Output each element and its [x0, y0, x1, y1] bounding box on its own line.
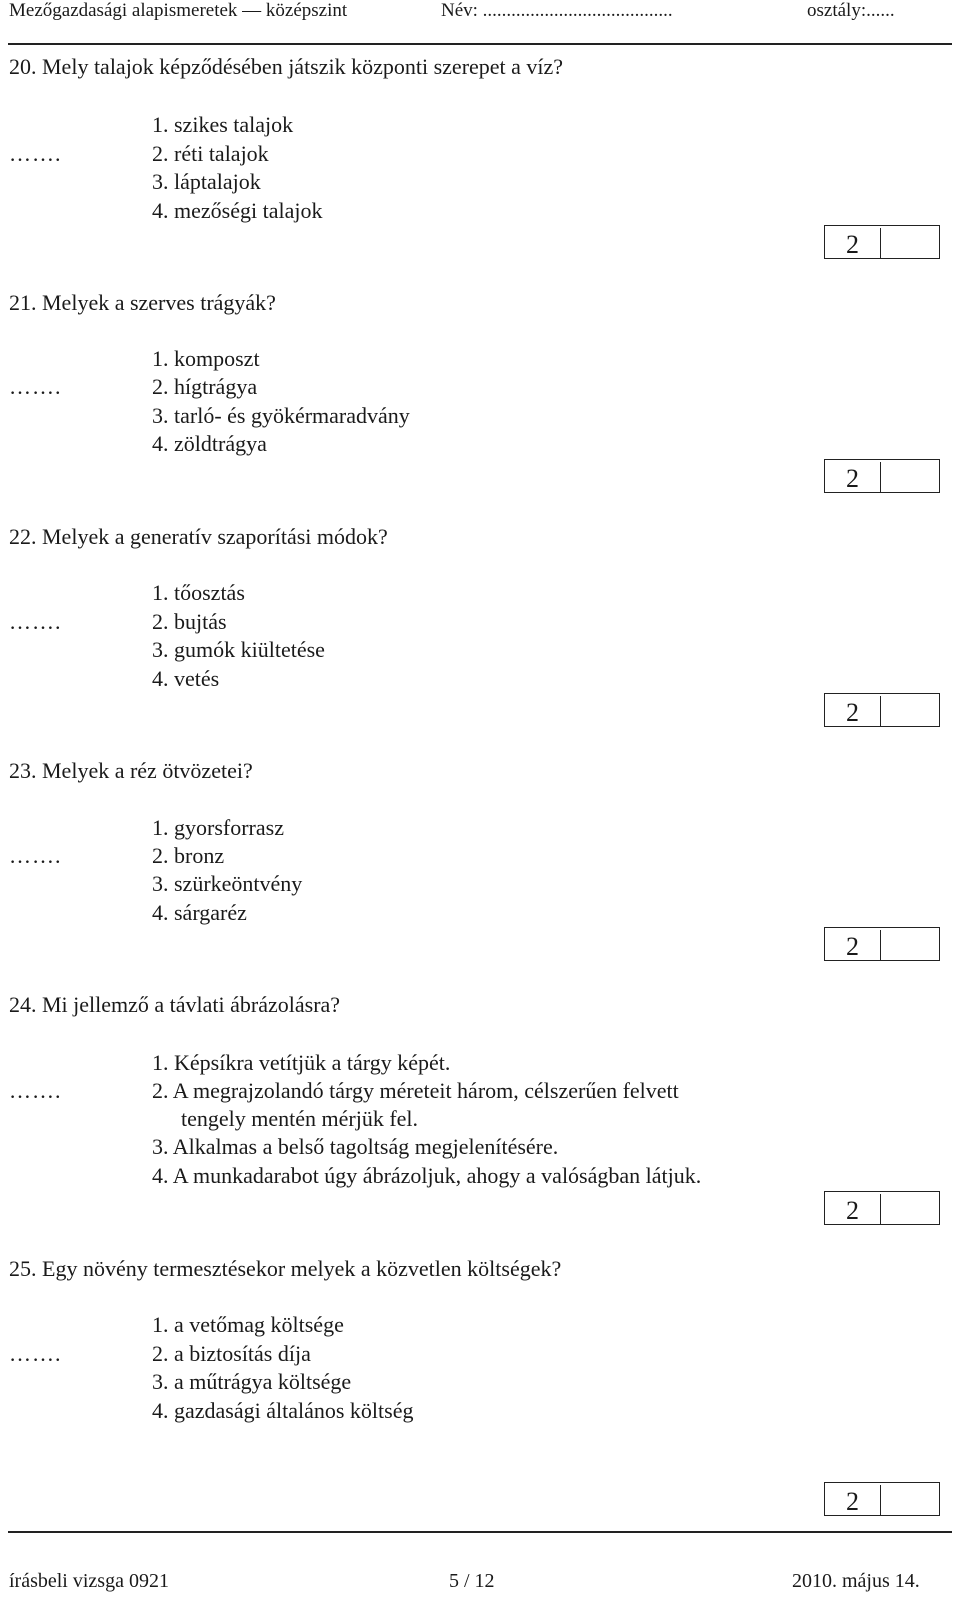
answer-blank[interactable]: …….: [9, 374, 62, 399]
option: 4. sárgaréz: [152, 900, 247, 925]
option: 4. zöldtrágya: [152, 431, 267, 456]
score-field[interactable]: [881, 694, 939, 726]
question-title: 25. Egy növény termesztésekor melyek a közvetlen költségek?: [9, 1256, 562, 1281]
option: 1. szikes talajok: [152, 112, 294, 137]
option: 2. hígtrágya: [152, 374, 258, 399]
question-title: 22. Melyek a generatív szaporítási módok?: [9, 524, 388, 549]
max-points: 2: [825, 930, 881, 960]
option: 1. tőosztás: [152, 580, 245, 605]
answer-blank[interactable]: …….: [9, 1341, 62, 1366]
option: 2. réti talajok: [152, 141, 269, 166]
option: 2. a biztosítás díja: [152, 1341, 311, 1366]
option: 1. komposzt: [152, 346, 260, 371]
score-box: [824, 459, 940, 493]
option: 2. bronz: [152, 843, 225, 868]
score-box: [824, 693, 940, 727]
score-field[interactable]: [881, 460, 939, 492]
footer-rule: [8, 1531, 952, 1533]
answer-blank[interactable]: …….: [9, 843, 62, 868]
option: 1. Képsíkra vetítjük a tárgy képét.: [152, 1050, 451, 1075]
option-continuation: tengely mentén mérjük fel.: [181, 1106, 419, 1131]
score-box: [824, 225, 940, 259]
option: 2. bujtás: [152, 609, 227, 634]
question-title: 21. Melyek a szerves trágyák?: [9, 290, 276, 315]
option: 4. A munkadarabot úgy ábrázoljuk, ahogy a valóságban látjuk.: [152, 1163, 702, 1188]
answer-blank[interactable]: …….: [9, 1078, 62, 1103]
footer-page-number: 5 / 12: [449, 1570, 495, 1592]
answer-blank[interactable]: …….: [9, 609, 62, 634]
max-points: 2: [825, 1485, 881, 1515]
option: 1. a vetőmag költsége: [152, 1312, 344, 1337]
max-points: 2: [825, 696, 881, 726]
option: 3. tarló- és gyökérmaradvány: [152, 403, 410, 428]
question-title: 20. Mely talajok képződésében játszik központi szerepet a víz?: [9, 54, 564, 79]
score-box: [824, 927, 940, 961]
header-rule: [8, 43, 952, 45]
option: 3. a műtrágya költsége: [152, 1369, 352, 1394]
footer-exam-code: írásbeli vizsga 0921: [9, 1570, 169, 1592]
option: 3. Alkalmas a belső tagoltság megjelenítésére.: [152, 1134, 559, 1159]
header-class-label: osztály:......: [807, 0, 895, 21]
score-field[interactable]: [881, 1192, 939, 1224]
option: 1. gyorsforrasz: [152, 815, 284, 840]
option: 2. A megrajzolandó tárgy méreteit három, célszerűen felvett: [152, 1078, 679, 1103]
header-subject: Mezőgazdasági alapismeretek — középszint: [9, 0, 348, 21]
option: 4. mezőségi talajok: [152, 198, 323, 223]
question-title: 23. Melyek a réz ötvözetei?: [9, 758, 253, 783]
score-field[interactable]: [881, 226, 939, 258]
score-field[interactable]: [881, 1483, 939, 1515]
option: 4. gazdasági általános költség: [152, 1398, 414, 1423]
option: 3. szürkeöntvény: [152, 871, 303, 896]
score-box: [824, 1482, 940, 1516]
answer-blank[interactable]: …….: [9, 141, 62, 166]
score-box: [824, 1191, 940, 1225]
header-name-label: Név: ........................................: [441, 0, 673, 21]
score-field[interactable]: [881, 928, 939, 960]
max-points: 2: [825, 228, 881, 258]
question-title: 24. Mi jellemző a távlati ábrázolásra?: [9, 992, 341, 1017]
footer-date: 2010. május 14.: [792, 1570, 920, 1592]
option: 4. vetés: [152, 666, 220, 691]
max-points: 2: [825, 462, 881, 492]
option: 3. láptalajok: [152, 169, 261, 194]
option: 3. gumók kiültetése: [152, 637, 325, 662]
max-points: 2: [825, 1194, 881, 1224]
